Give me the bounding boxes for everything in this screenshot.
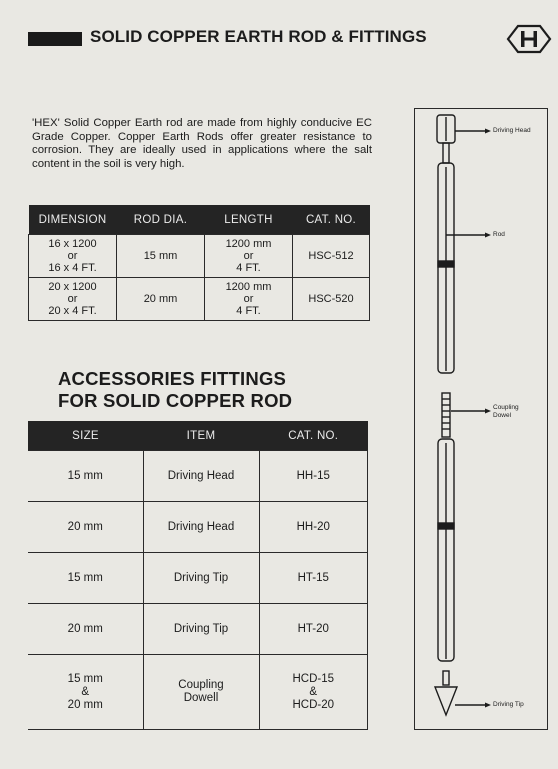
driving-head-label: Driving Head [493,127,531,134]
dimension-cell: 20 x 1200 or 20 x 4 FT. [29,278,117,321]
accessories-table-header [28,421,368,451]
cat-no-cell: HCD-15 & HCD-20 [259,655,368,730]
table-row [28,655,368,730]
page-title: SOLID COPPER EARTH ROD & FITTINGS [90,27,427,46]
page-header [28,24,548,54]
col-rod-dia: ROD DIA. [117,205,205,235]
rod-assembly-illustration [415,109,549,731]
item-cell: Driving Tip [143,553,259,604]
rod-label: Rod [493,231,505,238]
col-cat-no: CAT. NO. [259,421,368,451]
cat-no-cell: HT-20 [259,604,368,655]
cat-no-cell: HH-20 [259,502,368,553]
cat-no-cell: HT-15 [259,553,368,604]
table-row [29,235,370,278]
intro-paragraph: 'HEX' Solid Copper Earth rod are made from highly conducive EC Grade Copper. Copper Earth Rods offer greater resistance to corrosion. They are ideally used in applications where the salt content in the soil is very high. [32,117,372,170]
accessories-title: ACCESSORIES FITTINGS FOR SOLID COPPER ROD [58,368,293,411]
col-length: LENGTH [205,205,293,235]
cat-no-cell: HH-15 [259,451,368,502]
hex-logo-icon [506,24,552,54]
length-cell: 1200 mm or 4 FT. [205,278,293,321]
rods-table-header [29,205,370,235]
rod-assembly-diagram [414,108,548,730]
size-cell: 20 mm [28,502,143,553]
header-bar [28,32,82,46]
item-cell: Driving Head [143,451,259,502]
cat-no-cell: HSC-520 [293,278,370,321]
table-row [28,451,368,502]
col-dimension: DIMENSION [29,205,117,235]
col-cat-no: CAT. NO. [293,205,370,235]
cat-no-cell: HSC-512 [293,235,370,278]
table-row [28,553,368,604]
item-cell: Driving Head [143,502,259,553]
length-cell: 1200 mm or 4 FT. [205,235,293,278]
driving-head-thread [443,143,449,163]
item-cell: Driving Tip [143,604,259,655]
dimension-cell: 16 x 1200 or 16 x 4 FT. [29,235,117,278]
table-row [28,502,368,553]
size-cell: 15 mm & 20 mm [28,655,143,730]
table-row [28,604,368,655]
col-item: ITEM [143,421,259,451]
driving-tip-label: Driving Tip [493,701,524,708]
coupling-dowel-label: Coupling Dowel [493,404,519,419]
rods-table [28,205,370,321]
rod-dia-cell: 15 mm [117,235,205,278]
rod-dia-cell: 20 mm [117,278,205,321]
size-cell: 15 mm [28,451,143,502]
size-cell: 20 mm [28,604,143,655]
table-row [29,278,370,321]
driving-tip-thread [443,671,449,685]
driving-tip-shape [435,687,457,715]
col-size: SIZE [28,421,143,451]
accessories-table [28,421,368,730]
item-cell: Coupling Dowell [143,655,259,730]
size-cell: 15 mm [28,553,143,604]
